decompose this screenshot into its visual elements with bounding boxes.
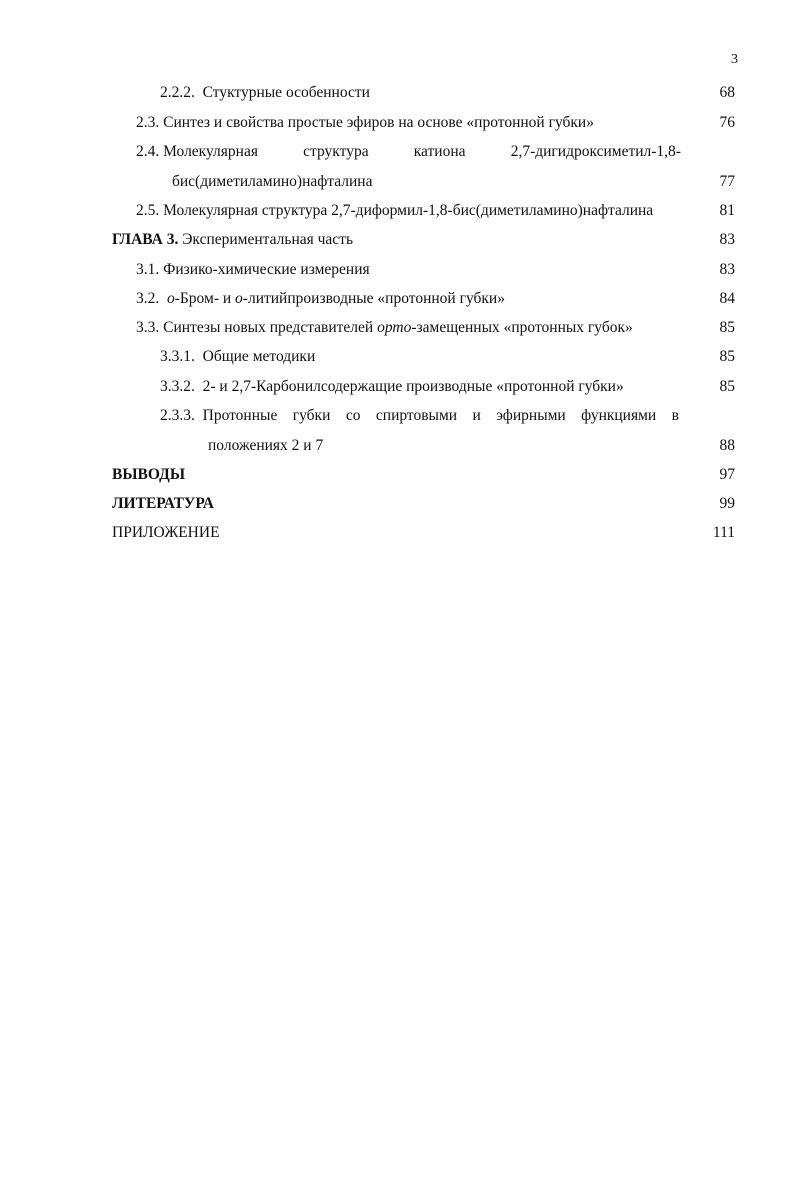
entry-word: спиртовыми [375, 407, 458, 424]
entry-page: 81 [719, 202, 735, 219]
entry-title: Молекулярная структура 2,7-диформил-1,8-бис(диметиламино)нафталина [163, 202, 654, 219]
entry-page: 77 [719, 173, 735, 190]
entry-number: 3.3. [136, 319, 160, 336]
toc-entry-2-3-3[interactable] [160, 407, 679, 425]
entry-page: 85 [719, 319, 735, 336]
toc-literature[interactable]: ЛИТЕРАТУРА [112, 495, 214, 512]
toc-entry-3-2[interactable] [136, 290, 505, 308]
entry-italic: о [167, 290, 175, 307]
entry-title-part: -замещенных «протонных губок» [411, 319, 633, 336]
entry-page: 88 [719, 437, 735, 454]
entry-word: катиона [413, 143, 466, 160]
entry-number: 2.3.3. [160, 407, 195, 424]
entry-page: 84 [719, 290, 735, 307]
toc-entry-2-4[interactable] [136, 143, 681, 161]
toc-appendix[interactable]: ПРИЛОЖЕНИЕ [112, 524, 220, 541]
toc-entry-2-3[interactable] [136, 114, 594, 132]
entry-page: 99 [719, 495, 735, 512]
entry-page: 85 [719, 378, 735, 395]
entry-number: 3.3.2. [160, 378, 195, 395]
entry-title-part: -Бром- и [174, 290, 236, 307]
entry-word: структура [303, 143, 369, 160]
entry-page: 97 [719, 466, 735, 483]
entry-title: Стуктурные особенности [202, 84, 370, 101]
toc-entry-3-1[interactable] [136, 261, 370, 279]
entry-italic: о [235, 290, 243, 307]
entry-word: губки [292, 407, 331, 424]
toc-entry-3-3[interactable] [136, 319, 633, 337]
entry-page: 83 [719, 231, 735, 248]
toc-entry-2-2-2[interactable] [160, 84, 370, 102]
entry-number: 3.1. [136, 261, 160, 278]
chapter-title: Экспериментальная часть [182, 231, 354, 248]
toc-entry-3-3-2[interactable] [160, 378, 624, 396]
entry-title-part: Синтезы новых представителей [163, 319, 378, 336]
entry-page: 85 [719, 348, 735, 365]
entry-page: 68 [719, 84, 735, 101]
entry-word: 2,7-дигидроксиметил-1,8- [510, 143, 681, 160]
toc-chapter-3[interactable] [112, 231, 353, 249]
entry-number: 2.3. [136, 114, 160, 131]
entry-word: Молекулярная [163, 143, 258, 160]
entry-number: 2.4. [136, 143, 160, 160]
entry-title-part: -литийпроизводные «протонной губки» [242, 290, 505, 307]
entry-title-continued: бис(диметиламино)нафталина [172, 173, 373, 190]
entry-italic: орто [377, 319, 412, 336]
entry-word: со [345, 407, 361, 424]
entry-number: 3.2. [136, 290, 160, 307]
entry-word: Протонные [202, 407, 278, 424]
entry-title-continued: положениях 2 и 7 [208, 437, 324, 454]
entry-page: 111 [712, 524, 735, 541]
entry-word: и [472, 407, 481, 424]
entry-number: 3.3.1. [160, 348, 195, 365]
page-number: 3 [731, 52, 738, 67]
toc-entry-3-3-1[interactable] [160, 348, 315, 366]
entry-number: 2.2.2. [160, 84, 195, 101]
entry-title: Физико-химические измерения [163, 261, 370, 278]
entry-word: функциями [581, 407, 657, 424]
entry-word: эфирными [496, 407, 566, 424]
entry-number: 2.5. [136, 202, 160, 219]
entry-title: Синтез и свойства простые эфиров на основе «протонной губки» [163, 114, 594, 131]
entry-title: 2- и 2,7-Карбонилсодержащие производные «протонной губки» [202, 378, 624, 395]
entry-page: 83 [719, 261, 735, 278]
entry-title: Общие методики [202, 348, 316, 365]
toc-entry-2-5[interactable] [136, 202, 653, 220]
entry-page: 76 [719, 114, 735, 131]
chapter-label: ГЛАВА 3. [112, 231, 179, 248]
entry-word: в [671, 407, 679, 424]
toc-conclusions[interactable]: ВЫВОДЫ [112, 466, 186, 483]
